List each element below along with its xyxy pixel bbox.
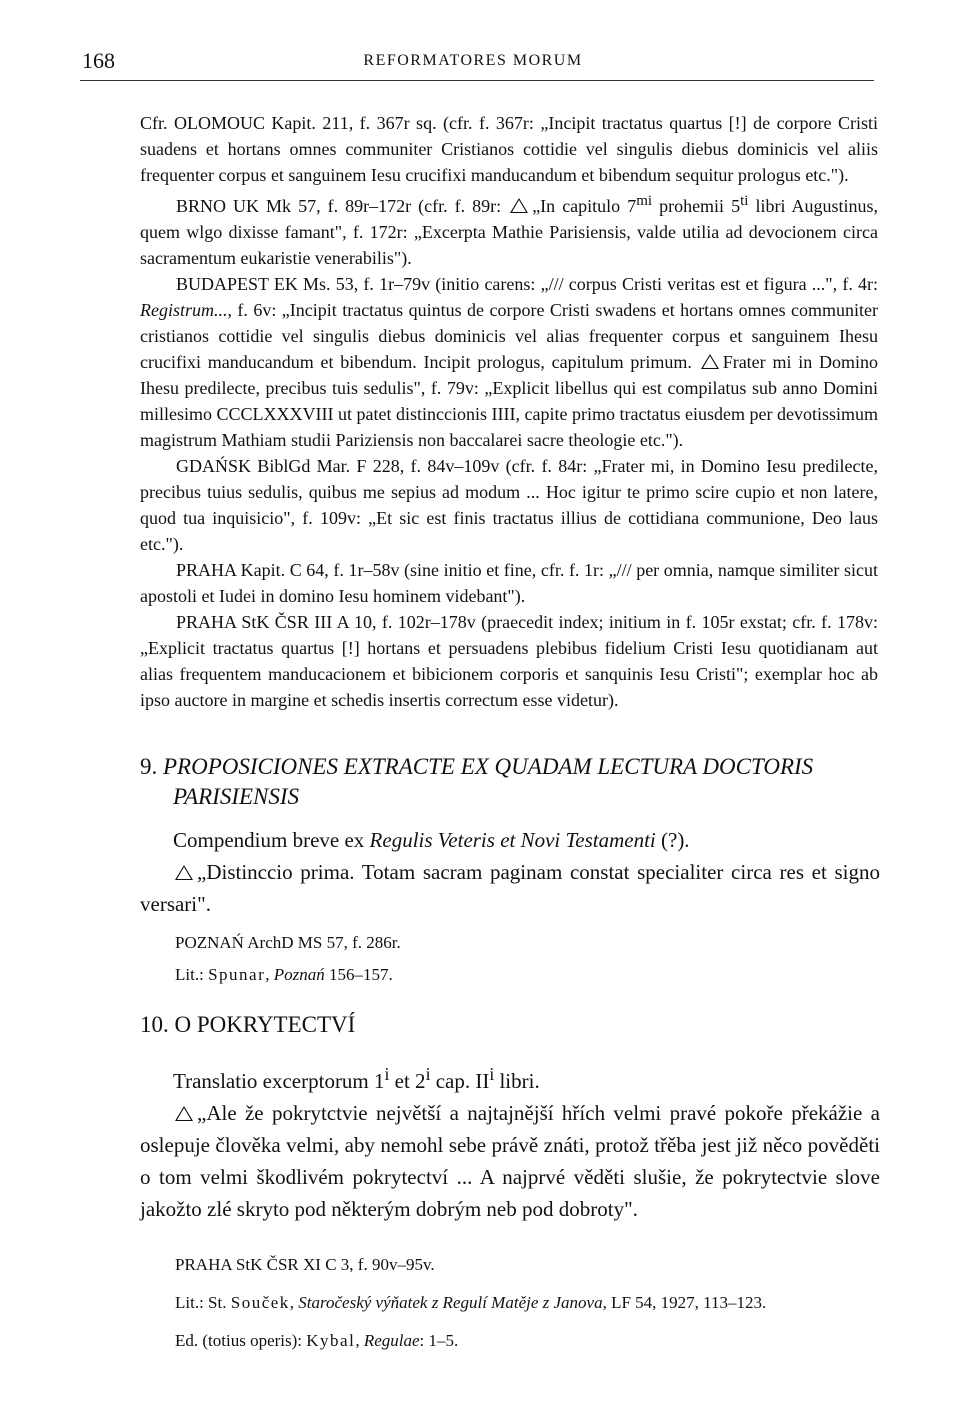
entry-praha-kapit: PRAHA Kapit. C 64, f. 1r–58v (sine initio et fine, cfr. f. 1r: „/// per omnia, namque similiter sicut apostoli et Iudei in domino Iesu hominem videbant"). bbox=[140, 560, 878, 606]
entry-gdansk: GDAŃSK BiblGd Mar. F 228, f. 84v–109v (cfr. f. 84r: „Frater mi, in Domino Iesu predilecte, precibus tuius sedulis, quibus me sepius ad modum ... Hoc igitur te primo scire cupio et non latere, quod tua inquisicio", f. 109v: „Et sic est finis tractatus illius de cottidiana communione, Deo laus etc."). bbox=[140, 456, 878, 554]
translatio-text: cap. II bbox=[430, 1069, 490, 1093]
triangle-icon bbox=[175, 865, 193, 880]
ed-rest: : 1–5. bbox=[419, 1331, 459, 1350]
lit-pages: 156–157. bbox=[324, 965, 393, 984]
compendium-line bbox=[140, 824, 880, 856]
entry-brno-part-a: BRNO UK Mk 57, f. 89r–172r (cfr. f. 89r: bbox=[176, 196, 502, 216]
entry-brno-part-d: libri Augustinus, quem wlgo dixisse famant", f. 172r: „Excerpta Mathie Parisiensis, valde utilia ad devocionem circa sacramentum eukaristie venerabilis"). bbox=[140, 196, 879, 268]
entry-brno-part-c: prohemii 5 bbox=[652, 196, 741, 216]
entry-praha-stk: PRAHA StK ČSR III A 10, f. 102r–178v (praecedit index; initium in f. 105r exstat; cfr. f. 178v: „Explicit tractatus quartus [!] hortans et persuadens plebibus fidelium Cristi Iesu quotidianam aut alias frequentem manducacionem et bibicionem corporis et sanquinis Iesu Cristi"; exemplar hoc ab ipso auctore in margine et schedis insertis correctum esse videtur). bbox=[140, 612, 878, 710]
lit-rest: , LF 54, 1927, 113–123. bbox=[602, 1293, 767, 1312]
section-10-body bbox=[140, 1058, 880, 1225]
section-10-title bbox=[140, 1010, 880, 1040]
superscript: i bbox=[489, 1064, 495, 1084]
section-10-refs bbox=[175, 1254, 895, 1352]
section-number: 10. bbox=[140, 1012, 169, 1037]
lit-separator: , bbox=[265, 965, 274, 984]
section-title-line2: PARISIENSIS bbox=[173, 784, 300, 809]
header-rule bbox=[80, 80, 874, 81]
lit-title: Poznań bbox=[273, 965, 325, 984]
superscript: mi bbox=[636, 193, 653, 209]
literature-ref bbox=[175, 964, 895, 986]
running-title: REFORMATORES MORUM bbox=[363, 52, 583, 69]
section-9-refs bbox=[175, 932, 895, 986]
lit-author: Souček bbox=[230, 1293, 290, 1312]
section-number: 9. bbox=[140, 754, 158, 779]
incipit bbox=[140, 1097, 880, 1225]
ed-label: Ed. (totius operis): bbox=[175, 1331, 307, 1350]
edition-ref bbox=[175, 1330, 895, 1352]
section-9-body bbox=[140, 824, 880, 920]
manuscript-ref: POZNAŃ ArchD MS 57, f. 286r. bbox=[175, 933, 401, 952]
translatio-text: et 2 bbox=[389, 1069, 426, 1093]
entry-budapest bbox=[140, 271, 878, 453]
superscript: ti bbox=[740, 193, 749, 209]
compendium-text: Compendium breve ex bbox=[173, 828, 370, 852]
compendium-text-end: (?). bbox=[655, 828, 690, 852]
lit-separator: , bbox=[289, 1293, 299, 1312]
lit-label: Lit.: bbox=[175, 965, 209, 984]
superscript: i bbox=[384, 1064, 390, 1084]
incipit-text: „Distinccio prima. Totam sacram paginam constat specialiter circa res et signo versari". bbox=[140, 860, 880, 916]
section-title-line1: PROPOSICIONES EXTRACTE EX QUADAM LECTURA DOCTORIS bbox=[163, 754, 814, 779]
entry-brno-part-b: „In capitulo 7 bbox=[532, 196, 637, 216]
entry-brno bbox=[140, 188, 878, 271]
incipit bbox=[140, 856, 880, 920]
translatio-line bbox=[140, 1058, 880, 1097]
translatio-text: libri. bbox=[494, 1069, 540, 1093]
translatio-text: Translatio excerptorum 1 bbox=[173, 1069, 385, 1093]
incipit-text: „Ale že pokrytctvie největší a najtajnější hřích velmi pravé pokoře překážie a oslepuje člověka velmi, aby nemohl sebe právě znáti, protož třěba jest již něco pověděti o tom velmi škodlivém pokrytectví ... A najprvé věděti slušie, že pokrytectvie slove jakožto zlé skryto pod některým dobrým neb pod dobroty". bbox=[140, 1101, 880, 1221]
lit-title: Staročeský výňatek z Regulí Matěje z Janova bbox=[298, 1293, 603, 1312]
ed-author: Kybal bbox=[306, 1331, 356, 1350]
entry-budapest-part-b: , f. 6v: „Incipit tractatus quintus de corpore Cristi swadens et hortans omnes communiter cristianos cottidie vel singulis diebus dominicis vel alias frequenter corpus et sanguinem Ihesu crucifixi manducandum et bibendum. Incipit prologus, capitulum primum. bbox=[140, 300, 878, 372]
manuscript-ref: PRAHA StK ČSR XI C 3, f. 90v–95v. bbox=[175, 1255, 435, 1274]
literature-ref bbox=[175, 1292, 895, 1314]
lit-label: Lit.: St. bbox=[175, 1293, 231, 1312]
entry-budapest-part-c: Frater mi in Domino Ihesu predilecte, precibus tuis sedulis", f. 79v: „Explicit libellus qui est compilatus sub anno Domini millesimo CCCLXXXVIII ut patet distinccionis IIII, capite primo tractatus eiusdem per devotissimum magistrum Mathiam studii Pariziensis non baccalarei sacre theologie etc."). bbox=[140, 352, 879, 450]
lit-author: Spunar bbox=[208, 965, 266, 984]
ed-separator: , bbox=[355, 1331, 364, 1350]
triangle-icon bbox=[510, 198, 528, 213]
ed-title: Regulae bbox=[363, 1331, 420, 1350]
section-9-title bbox=[140, 752, 880, 812]
page-number: 168 bbox=[82, 48, 115, 73]
page-header bbox=[70, 44, 876, 84]
entry-olomouc: Cfr. OLOMOUC Kapit. 211, f. 367r sq. (cfr. f. 367r: „Incipit tractatus quartus [!] de corpore Cristi suadens et hortans omnes communiter Cristianos cottidie vel singulis diebus dominicis vel aliis frequenter corpus et sanguinem Iesu crucifixi manducandum et bibendum sequitur prologus etc."). bbox=[140, 113, 878, 185]
manuscript-entries bbox=[140, 110, 878, 713]
entry-budapest-part-a: BUDAPEST EK Ms. 53, f. 1r–79v (initio carens: „/// corpus Cristi veritas est et figura ...", f. 4r: bbox=[176, 274, 878, 294]
section-title: O POKRYTECTVÍ bbox=[174, 1012, 356, 1037]
triangle-icon bbox=[701, 354, 719, 369]
compendium-title: Regulis Veteris et Novi Testamenti bbox=[369, 828, 656, 852]
superscript: i bbox=[425, 1064, 431, 1084]
triangle-icon bbox=[175, 1106, 193, 1121]
entry-budapest-italic: Registrum... bbox=[140, 300, 228, 320]
